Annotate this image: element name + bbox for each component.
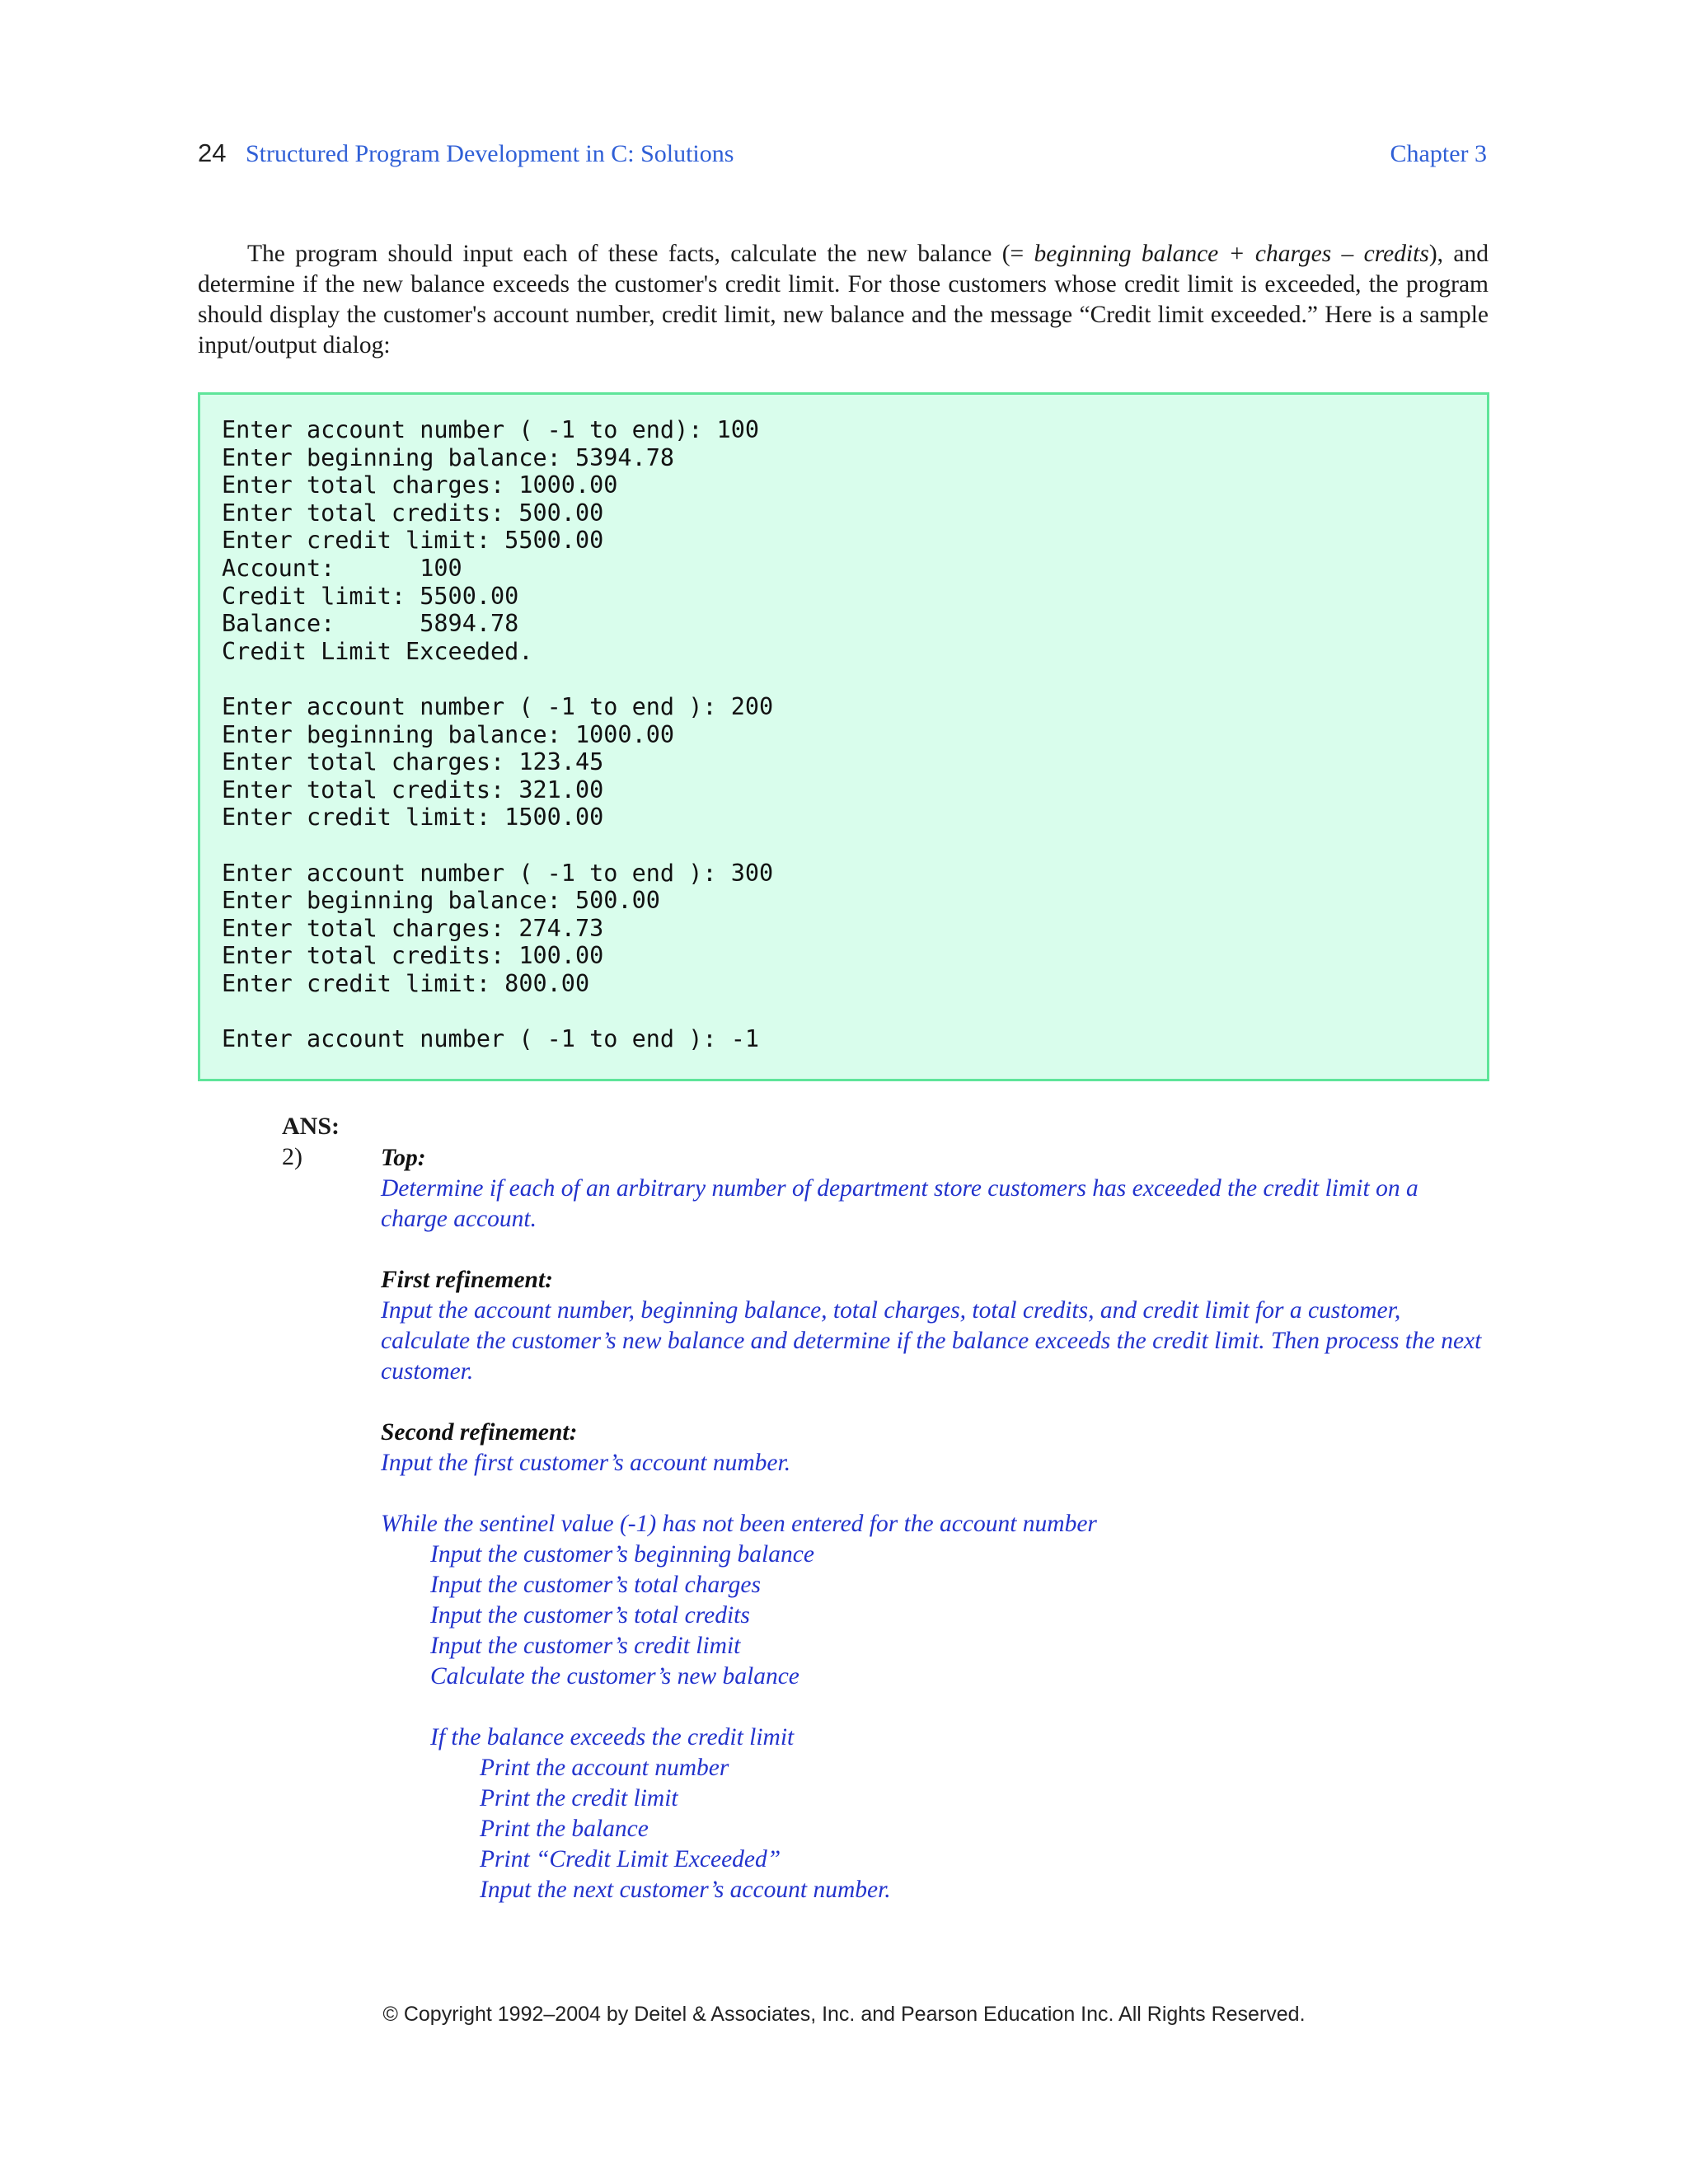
sample-dialog-box [198,392,1489,1081]
sample-dialog-text: Enter account number ( -1 to end): 100 Enter beginning balance: 5394.78 Enter total charges: 1000.00 Enter total credits: 500.00 Enter credit limit: 5500.00 Account: 100 Credit limit: 5500.00 Balance: 5894.78 Credit Limit Exceeded. Enter account number ( -1 to end ): 200 Enter beginning balance: 1000.00 Enter total charges: 123.45 Enter total credits: 321.00 Enter credit limit: 1500.00 Enter account number ( -1 to end ): 300 Enter beginning balance: 500.00 Enter total charges: 274.73 Enter total credits: 100.00 Enter credit limit: 800.00 Enter account number ( -1 to end ): -1 [222,416,774,1053]
answer-label: ANS: [282,1113,340,1140]
intro-formula: beginning balance + charges – credits [1034,241,1429,267]
if-body-line: Print the balance [480,1816,649,1842]
intro-text-1: The program should input each of these facts, calculate the new balance (= [247,241,1034,267]
copyright-footer: © Copyright 1992–2004 by Deitel & Associates, Inc. and Pearson Education Inc. All Rights Reserved. [382,2003,1306,2026]
top-text: Determine if each of an arbitrary number of department store customers has exceeded the credit limit on a charge account. [381,1175,1418,1232]
intro-text-2: ), and determine if the new balance exceeds the customer's credit limit. For those customers whose credit limit is exceeded, the program should display the customer's account number, credit limit, new balance and the message “Credit limit exceeded.” Here is a sample input/output dialog: [198,241,1489,359]
second-refinement-heading: Second refinement: [381,1419,578,1446]
first-refinement-text: Input the account number, beginning balance, total charges, total credits, and credit limit for a customer, calculate the customer’s new balance and determine if the balance exceeds the credit limit. Then process the next customer. [381,1297,1482,1385]
if-body-line: Print the account number [480,1755,729,1781]
if-body-line: Input the next customer’s account number. [480,1877,891,1903]
loop-body-line: Input the customer’s credit limit [430,1633,741,1659]
loop-body-line: Input the customer’s total credits [430,1602,750,1629]
top-section [381,1143,1490,1235]
running-title: Structured Program Development in C: Solutions [246,140,734,167]
top-heading: Top: [381,1145,426,1171]
loop-body-line: Input the customer’s beginning balance [430,1541,814,1568]
page-number: 24 [198,138,227,167]
second-refinement-first: Input the first customer’s account number. [381,1450,791,1476]
if-line: If the balance exceeds the credit limit [430,1724,795,1750]
intro-paragraph [198,239,1489,361]
while-line: While the sentinel value (-1) has not been entered for the account number [381,1511,1097,1537]
first-refinement-heading: First refinement: [381,1267,553,1293]
loop-body-line: Input the customer’s total charges [430,1572,761,1598]
chapter-label: Chapter 3 [1390,140,1487,167]
if-body-line: Print the credit limit [480,1785,678,1811]
loop-body-line: Calculate the customer’s new balance [430,1663,799,1690]
second-refinement-section [381,1418,1490,1479]
first-refinement-section [381,1265,1490,1387]
answer-number: 2) [282,1143,302,1170]
page-header [198,138,1490,178]
if-body-line: Print “Credit Limit Exceeded” [480,1846,781,1872]
